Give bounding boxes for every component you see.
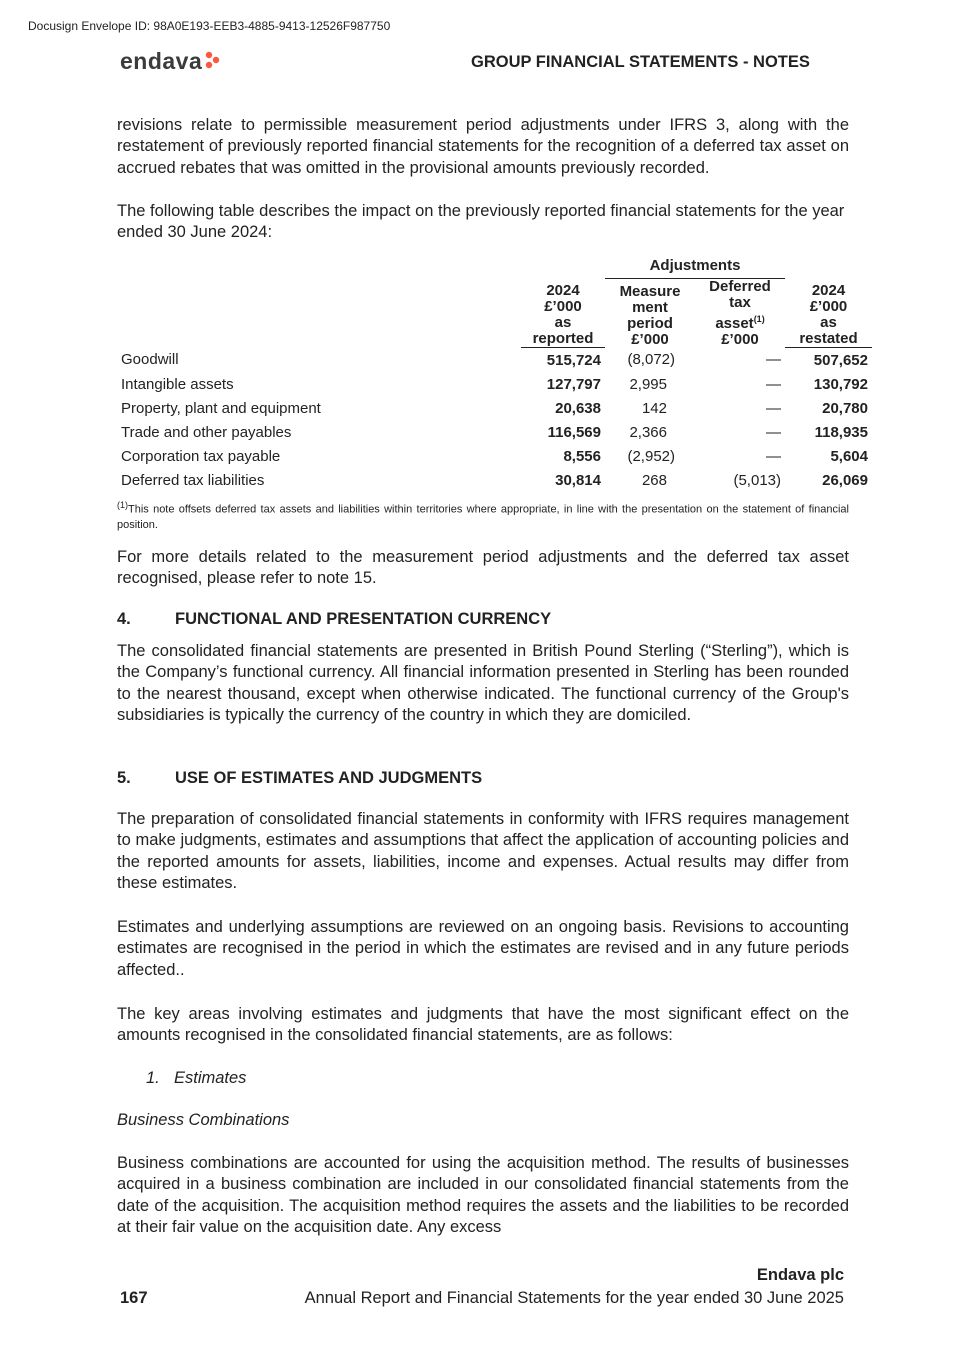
intro-paragraph: revisions relate to permissible measurement period adjustments under IFRS 3, along with the restatement of previously reported financial statements for the recognition of a deferred tax asset on accrued rebates that was omitted in the provisional amounts previously recorded. [117, 116, 849, 177]
table-intro: The following table describes the impact on the previously reported financial statements for the year ended 30 June 2024: [117, 201, 845, 242]
adjustments-header: Adjustments [605, 254, 785, 278]
footer-company: Endava plc [756, 1266, 844, 1284]
table-row: Corporation tax payable 8,556 (2,952) — 5,604 [121, 447, 868, 465]
table-header-row [117, 278, 872, 348]
business-combinations-heading: Business Combinations [117, 1111, 290, 1129]
intro-section [117, 115, 849, 243]
details-paragraph: For more details related to the measurement period adjustments and the deferred tax asset recognised, please refer to note 15. [117, 548, 849, 588]
estimates-list-item: 1. Estimates [146, 1069, 247, 1087]
section-4-body: The consolidated financial statements are presented in British Pound Sterling (“Sterling”), which is the Company’s functional currency. All financial information presented in Sterling has been rounded to the nearest thousand, except when otherwise indicated. The functional currency of the Group's subsidiaries is typically the currency of the country in which they are domiciled. [117, 642, 849, 724]
section-5-paragraph-4: Business combinations are accounted for using the acquisition method. The results of businesses acquired in a business combination are included in our consolidated financial statements from the date of the acquisition. The acquisition method requires the assets and the liabilities to be recorded at their fair value on the acquisition date. Any excess [117, 1154, 849, 1236]
table-row: Intangible assets 127,797 2,995 — 130,792 [121, 375, 868, 393]
envelope-id: Docusign Envelope ID: 98A0E193-EEB3-4885-9413-12526F987750 [28, 19, 391, 33]
table-row: Goodwill 515,724 (8,072) — 507,652 [121, 351, 868, 369]
logo-mark-icon [205, 51, 221, 73]
table-row: Property, plant and equipment 20,638 142 — 20,780 [121, 399, 868, 417]
table-row: Trade and other payables 116,569 2,366 — 118,935 [121, 423, 868, 441]
footer-report-title: Annual Report and Financial Statements for the year ended 30 June 2025 [304, 1289, 844, 1307]
header-title: GROUP FINANCIAL STATEMENTS - NOTES [471, 53, 810, 71]
col-header-restated: 2024 £’000 as restated [785, 278, 872, 348]
section-5-heading: 5. USE OF ESTIMATES AND JUDGMENTS [117, 769, 483, 787]
restatement-table [117, 254, 872, 492]
col-header-deferred: Deferred tax asset$^{(1)}$ £’000 [709, 277, 771, 348]
section-5-paragraph-2: Estimates and underlying assumptions are reviewed on an ongoing basis. Revisions to accounting estimates are recognised in the period in which the estimates are revised and in any future periods affected.. [117, 918, 849, 979]
col-header-measurement: Measure ment period £’000 [619, 282, 681, 348]
page-number: 167 [120, 1289, 148, 1307]
logo-text: endava [120, 48, 203, 74]
section-5-paragraph-3: The key areas involving estimates and judgments that have the most significant effect on the amounts recognised in the consolidated financial statements, are as follows: [117, 1005, 849, 1045]
table-footnote: $^{(1)}$This note offsets deferred tax assets and liabilities within territories where appropriate, in line with the presentation on the statement of financial position. [117, 500, 849, 531]
col-header-reported: 2024 £’000 as reported [521, 278, 605, 348]
section-5-paragraph-1: The preparation of consolidated financial statements in conformity with IFRS requires management to make judgments, estimates and assumptions that affect the application of accounting policies and the reported amounts for assets, liabilities, income and expenses. Actual results may differ from these estimates. [117, 810, 849, 892]
section-4-heading: 4. FUNCTIONAL AND PRESENTATION CURRENCY [117, 610, 552, 628]
endava-logo [120, 48, 221, 75]
table-row: Deferred tax liabilities 30,814 268 (5,013) 26,069 [121, 471, 868, 489]
